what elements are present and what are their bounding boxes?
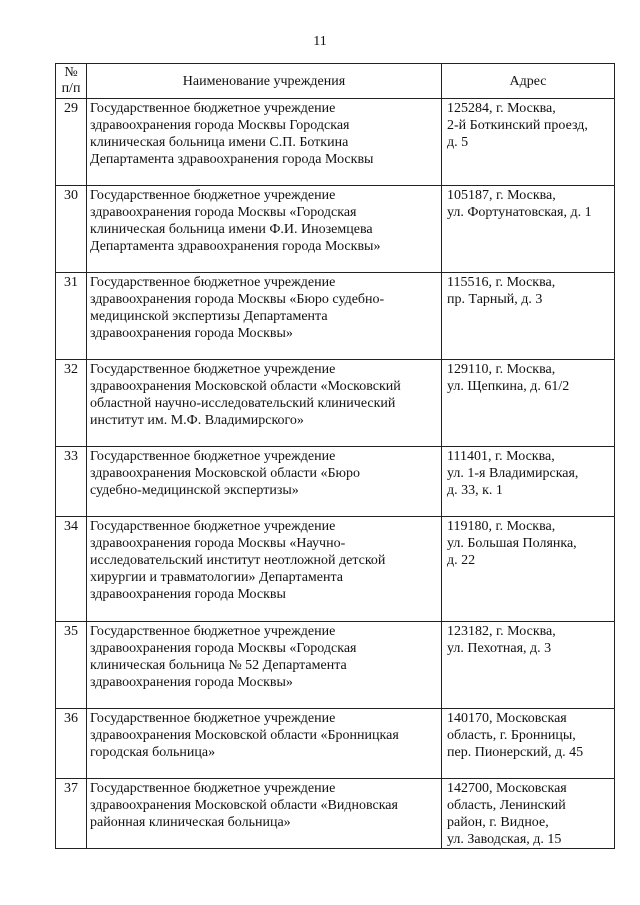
table-row bbox=[56, 273, 615, 360]
institution-address: 140170, Московская область, г. Бронницы, пер. Пионерский, д. 45 bbox=[442, 709, 615, 779]
institution-name: Государственное бюджетное учреждение здравоохранения города Москвы «Городская клиническая больница имени Ф.И. Иноземцева Департамента здравоохранения города Москвы» bbox=[87, 186, 442, 273]
institution-address: 111401, г. Москва, ул. 1-я Владимирская, д. 33, к. 1 bbox=[442, 447, 615, 517]
table-row bbox=[56, 517, 615, 622]
row-number: 32 bbox=[56, 360, 87, 447]
table-row bbox=[56, 622, 615, 709]
institution-address: 142700, Московская область, Ленинский район, г. Видное, ул. Заводская, д. 15 bbox=[442, 779, 615, 849]
institution-address: 129110, г. Москва, ул. Щепкина, д. 61/2 bbox=[442, 360, 615, 447]
row-number: 31 bbox=[56, 273, 87, 360]
table-row bbox=[56, 360, 615, 447]
institution-name: Государственное бюджетное учреждение здравоохранения Московской области «Бронницкая городская больница» bbox=[87, 709, 442, 779]
page-number: 11 bbox=[313, 34, 327, 49]
institution-address: 105187, г. Москва, ул. Фортунатовская, д. 1 bbox=[442, 186, 615, 273]
row-number: 36 bbox=[56, 709, 87, 779]
table-header-row bbox=[56, 64, 615, 99]
institution-name: Государственное бюджетное учреждение здравоохранения города Москвы «Городская клиническая больница № 52 Департамента здравоохранения города Москвы» bbox=[87, 622, 442, 709]
institution-address: 115516, г. Москва, пр. Тарный, д. 3 bbox=[442, 273, 615, 360]
institution-name: Государственное бюджетное учреждение здравоохранения Московской области «Видновская районная клиническая больница» bbox=[87, 779, 442, 849]
header-number: № п/п bbox=[56, 64, 87, 99]
row-number: 35 bbox=[56, 622, 87, 709]
header-name: Наименование учреждения bbox=[87, 64, 442, 99]
institution-address: 119180, г. Москва, ул. Большая Полянка, д. 22 bbox=[442, 517, 615, 622]
institution-name: Государственное бюджетное учреждение здравоохранения Московской области «Московский областной научно-исследовательский клинический институт им. М.Ф. Владимирского» bbox=[87, 360, 442, 447]
row-number: 34 bbox=[56, 517, 87, 622]
row-number: 33 bbox=[56, 447, 87, 517]
table-row bbox=[56, 709, 615, 779]
row-number: 30 bbox=[56, 186, 87, 273]
institution-address: 123182, г. Москва, ул. Пехотная, д. 3 bbox=[442, 622, 615, 709]
row-number: 29 bbox=[56, 99, 87, 186]
institution-name: Государственное бюджетное учреждение здравоохранения города Москвы «Научно- исследовательский институт неотложной детской хирургии и травматологии» Департамента здравоохранения города Москвы bbox=[87, 517, 442, 622]
institutions-table bbox=[55, 63, 615, 849]
table-row bbox=[56, 779, 615, 849]
table-row bbox=[56, 447, 615, 517]
institution-address: 125284, г. Москва, 2-й Боткинский проезд, д. 5 bbox=[442, 99, 615, 186]
header-address: Адрес bbox=[442, 64, 615, 99]
institution-name: Государственное бюджетное учреждение здравоохранения города Москвы «Бюро судебно- медицинской экспертизы Департамента здравоохранения города Москвы» bbox=[87, 273, 442, 360]
table-row bbox=[56, 99, 615, 186]
table-row bbox=[56, 186, 615, 273]
row-number: 37 bbox=[56, 779, 87, 849]
institution-name: Государственное бюджетное учреждение здравоохранения города Москвы Городская клиническая больница имени С.П. Боткина Департамента здравоохранения города Москвы bbox=[87, 99, 442, 186]
institution-name: Государственное бюджетное учреждение здравоохранения Московской области «Бюро судебно-медицинской экспертизы» bbox=[87, 447, 442, 517]
